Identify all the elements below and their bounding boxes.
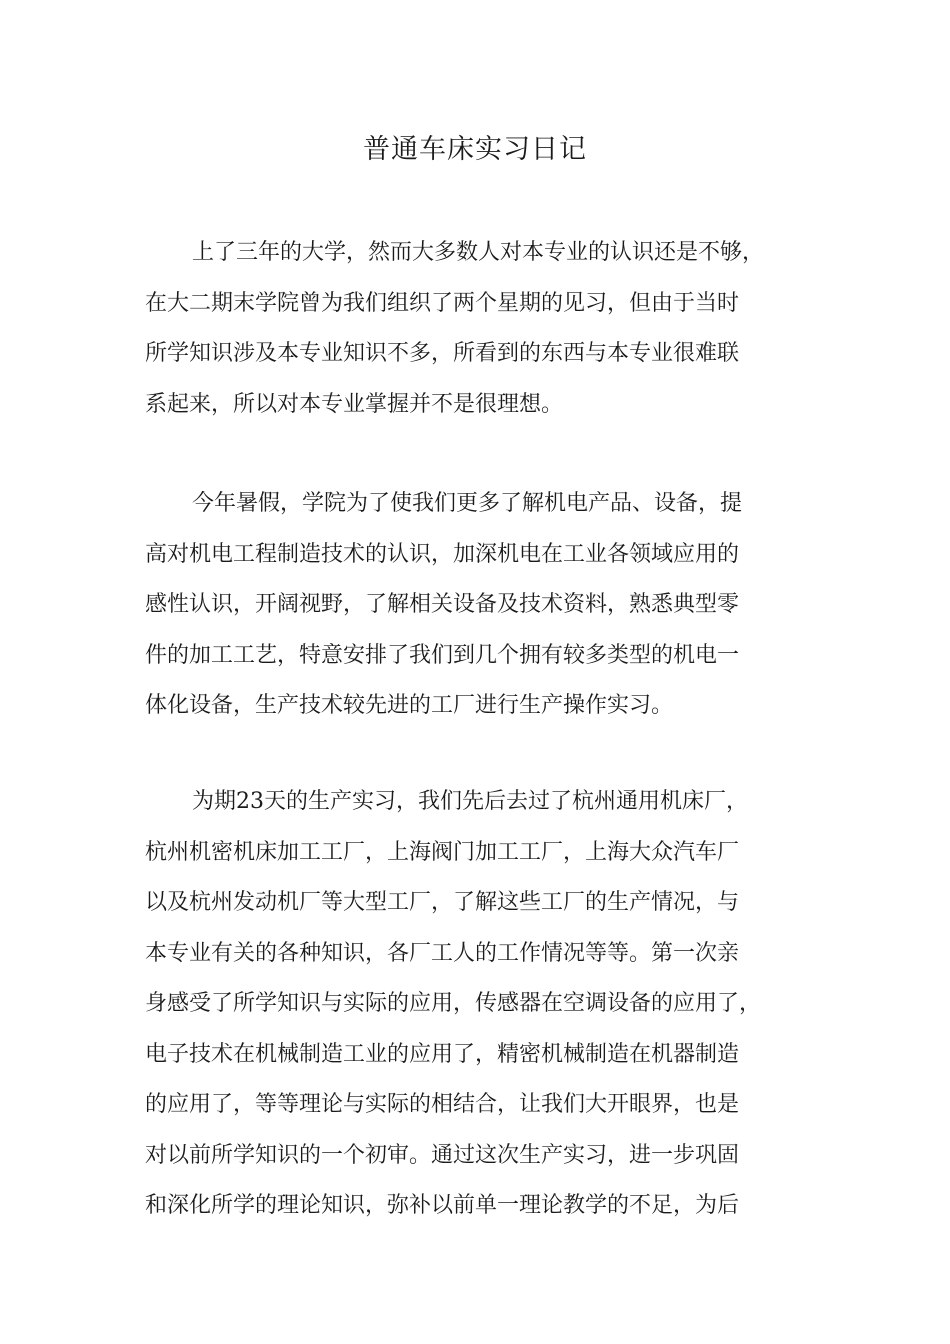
paragraph-line: 体化设备，生产技术较先进的工厂进行生产操作实习。 xyxy=(145,693,674,718)
document-title: 普通车床实习日记 xyxy=(363,134,587,165)
paragraph-line: 上了三年的大学，然而大多数人对本专业的认识还是不够， xyxy=(192,240,765,265)
paragraph-1 xyxy=(145,228,835,430)
paragraph-line: 件的加工工艺，特意安排了我们到几个拥有较多类型的机电一 xyxy=(145,642,740,668)
paragraph-line: 系起来，所以对本专业掌握并不是很理想。 xyxy=(145,391,564,417)
paragraph-line: 以及杭州发动机厂等大型工厂，了解这些工厂的生产情况，与 xyxy=(145,890,740,915)
paragraph-line: 所学知识涉及本专业知识不多，所看到的东西与本专业很难联 xyxy=(145,341,740,366)
paragraph-line: 对以前所学知识的一个初审。通过这次生产实习，进一步巩固 xyxy=(145,1142,740,1168)
paragraph-line: 在大二期末学院曾为我们组织了两个星期的见习，但由于当时 xyxy=(145,290,740,316)
paragraph-line: 的应用了，等等理论与实际的相结合，让我们大开眼界，也是 xyxy=(145,1092,740,1117)
paragraph-line: 高对机电工程制造技术的认识，加深机电在工业各领域应用的 xyxy=(145,541,740,567)
paragraph-line: 电子技术在机械制造工业的应用了，精密机械制造在机器制造 xyxy=(145,1041,740,1067)
paragraph-line: 杭州机密机床加工工厂，上海阀门加工工厂，上海大众汽车厂 xyxy=(145,839,740,865)
paragraph-2 xyxy=(145,479,835,732)
paragraph-line: 和深化所学的理论知识，弥补以前单一理论教学的不足，为后 xyxy=(145,1193,740,1218)
paragraph-line: 为期23天的生产实习，我们先后去过了杭州通用机床厂， xyxy=(192,789,748,814)
paragraph-line: 身感受了所学知识与实际的应用，传感器在空调设备的应用了， xyxy=(145,991,762,1016)
paragraph-line: 本专业有关的各种知识，各厂工人的工作情况等等。第一次亲 xyxy=(145,940,740,966)
paragraph-line: 感性认识，开阔视野，了解相关设备及技术资料，熟悉典型零 xyxy=(145,592,740,617)
paragraph-line: 今年暑假，学院为了使我们更多了解机电产品、设备，提 xyxy=(192,491,743,516)
paragraph-3 xyxy=(145,777,835,1232)
